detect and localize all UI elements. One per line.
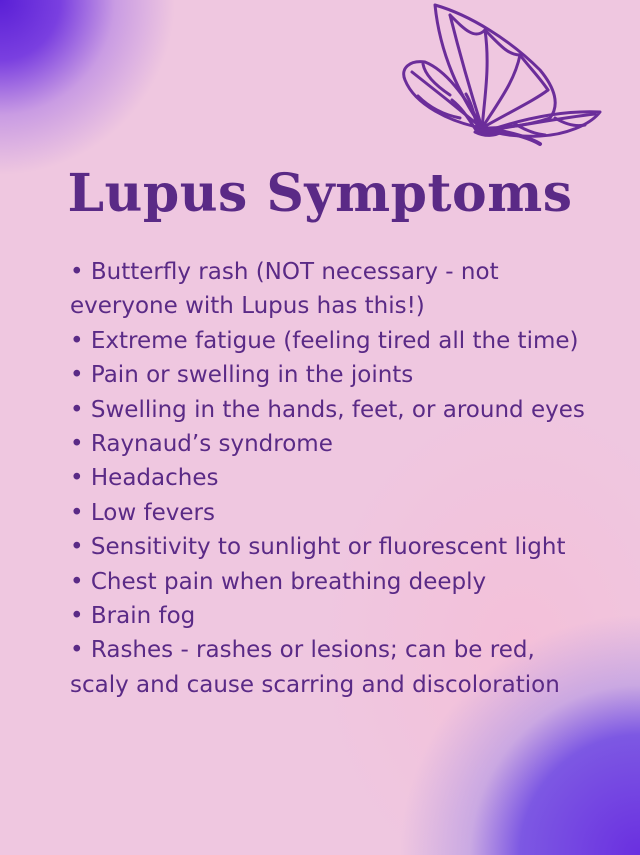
page-title: Lupus Symptoms: [67, 163, 573, 224]
symptom-list: [70, 255, 590, 702]
list-item: • Raynaud’s syndrome: [70, 431, 333, 458]
list-item: • Swelling in the hands, feet, or around eyes: [70, 396, 585, 423]
list-item: • Sensitivity to sunlight or fluorescent light: [70, 534, 566, 561]
list-item: • Low fevers: [70, 499, 215, 526]
list-item: • Rashes - rashes or lesions; can be red, scaly and cause scarring and discoloration: [70, 637, 560, 698]
butterfly-icon: [390, 0, 620, 150]
list-item: • Extreme fatigue (feeling tired all the time): [70, 327, 579, 354]
list-item: • Chest pain when breathing deeply: [70, 568, 487, 595]
list-item: • Brain fog: [70, 603, 196, 630]
list-item: • Headaches: [70, 465, 219, 492]
list-item: • Pain or swelling in the joints: [70, 362, 414, 389]
list-item: • Butterfly rash (NOT necessary - not everyone with Lupus has this!): [70, 259, 499, 320]
